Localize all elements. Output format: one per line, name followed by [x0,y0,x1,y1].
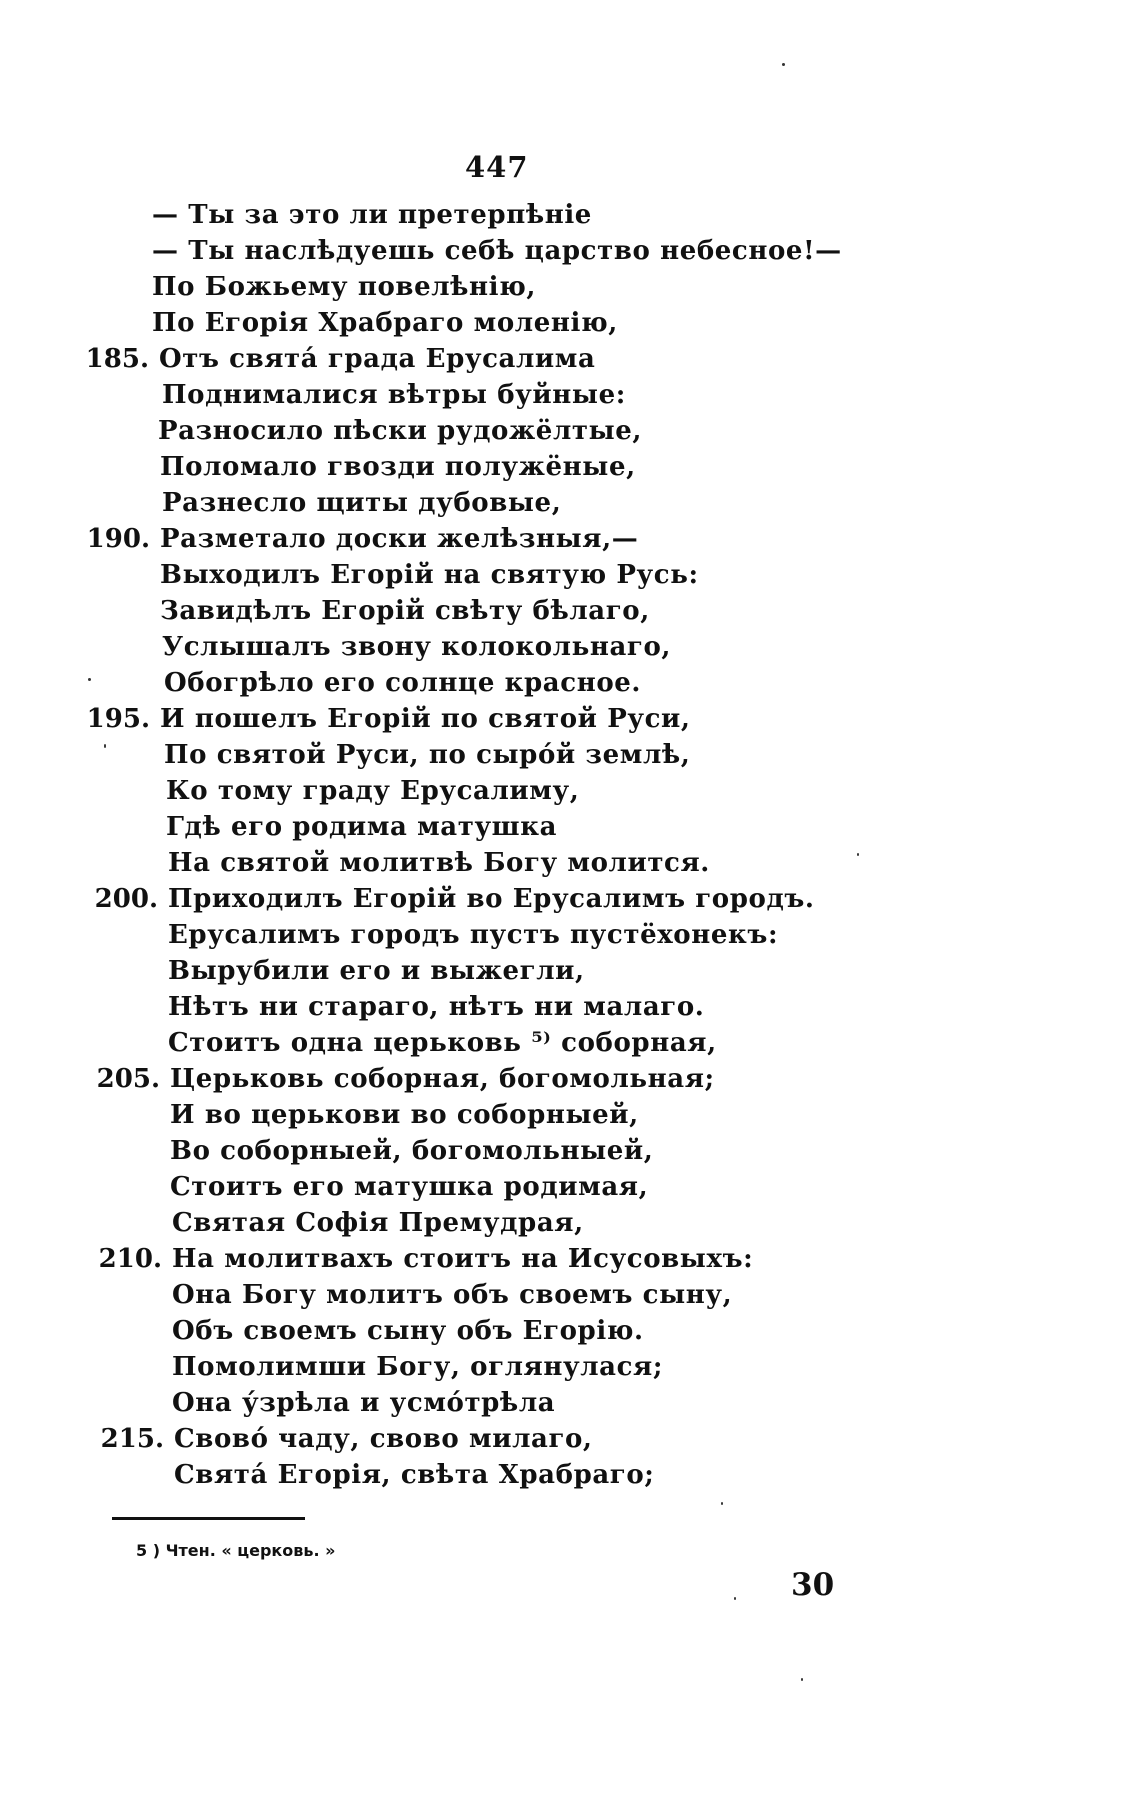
poem-line [0,449,1140,485]
poem-line [0,269,1140,305]
poem-line [0,1457,1140,1493]
line-text: Разносило пѣски рудожёлтые, [158,416,643,446]
poem-line [0,629,1140,665]
line-text: Завидѣлъ Егорій свѣту бѣлаго, [160,596,650,626]
line-text: Гдѣ его родима матушка [166,812,558,842]
line-number: 190. [86,524,150,554]
poem-line [0,341,1140,377]
poem-line [0,197,1140,233]
line-text: Она у́зрѣла и усмо́трѣла [172,1388,556,1418]
line-text: Во соборныей, богомольныей, [170,1136,654,1166]
poem-line [0,305,1140,341]
scan-speck [734,1597,736,1600]
line-text: — Ты наслѣдуешь себѣ царство небесное!— [152,236,842,266]
line-number: 185. [85,344,149,374]
poem-line [0,1097,1140,1133]
poem-line [0,665,1140,701]
line-text: Помолимши Богу, оглянулася; [172,1352,664,1382]
poem-line [0,917,1140,953]
line-text: Приходилъ Егорій во Ерусалимъ городъ. [168,884,815,914]
footnote-divider [112,1517,305,1520]
poem-line [0,845,1140,881]
printer-signature-mark: 30 [791,1567,835,1603]
line-text: Объ своемъ сыну объ Егорію. [172,1316,644,1346]
line-text: Святая Софія Премудрая, [172,1208,584,1238]
poem-line [0,557,1140,593]
line-text: Разметало доски желѣзныя,— [160,524,639,554]
poem-line [0,1277,1140,1313]
scan-speck [721,1502,723,1505]
poem-line [0,881,1140,917]
line-text: И во церькови во соборныей, [170,1100,639,1130]
line-text: Свята́ Егорія, свѣта Храбраго; [174,1460,655,1490]
scan-speck [782,63,785,66]
line-text: Церьковь соборная, богомольная; [170,1064,715,1094]
line-number: 205. [96,1064,160,1094]
poem-line [0,1205,1140,1241]
poem-line [0,1133,1140,1169]
poem-line [0,1385,1140,1421]
poem-line [0,953,1140,989]
line-text: Свово́ чаду, свово милаго, [174,1424,593,1454]
page-number: 447 [465,150,529,184]
poem-line [0,1241,1140,1277]
poem-line [0,521,1140,557]
poem-line [0,809,1140,845]
poem-line [0,413,1140,449]
poem-line [0,233,1140,269]
line-text: Услышалъ звону колокольнаго, [162,632,672,662]
line-text: Поднималися вѣтры буйные: [162,380,626,410]
line-text: И пошелъ Егорій по святой Руси, [160,704,691,734]
poem-body [0,197,1140,1493]
line-number: 195. [86,704,150,734]
scan-speck [88,678,91,681]
poem-line [0,1169,1140,1205]
line-number: 215. [100,1424,164,1454]
line-text: Поломало гвозди полужёные, [160,452,636,482]
poem-line [0,1061,1140,1097]
line-text: Ерусалимъ городъ пустъ пустёхонекъ: [168,920,779,950]
line-number: 210. [98,1244,162,1274]
line-number: 200. [94,884,158,914]
line-text: Стоитъ одна церьковь ⁵⁾ соборная, [168,1028,717,1058]
line-text: Она Богу молитъ объ своемъ сыну, [172,1280,733,1310]
poem-line [0,485,1140,521]
line-text: Ко тому граду Ерусалиму, [166,776,580,806]
line-text: На молитвахъ стоитъ на Исусовыхъ: [172,1244,754,1274]
scan-speck [801,1678,803,1681]
poem-line [0,593,1140,629]
line-text: Нѣтъ ни стараго, нѣтъ ни малаго. [168,992,705,1022]
line-text: По Егорія Храбраго моленію, [152,308,618,338]
poem-line [0,377,1140,413]
line-text: Выходилъ Егорій на святую Русь: [160,560,699,590]
poem-line [0,1025,1140,1061]
poem-line [0,737,1140,773]
poem-line [0,1313,1140,1349]
scan-speck [104,744,106,748]
line-text: Вырубили его и выжегли, [168,956,585,986]
poem-line [0,1349,1140,1385]
line-text: На святой молитвѣ Богу молится. [168,848,710,878]
line-text: — Ты за это ли претерпѣніе [152,200,592,230]
line-text: Отъ свята́ града Ерусалима [159,344,596,374]
line-text: Обогрѣло его солнце красное. [164,668,642,698]
line-text: По Божьему повелѣнію, [152,272,537,302]
line-text: Разнесло щиты дубовые, [162,488,562,518]
footnote: 5 ) Чтен. « церковь. » [136,1541,336,1560]
poem-line [0,701,1140,737]
scan-speck [857,853,859,856]
line-text: По святой Руси, по сыро́й землѣ, [164,740,691,770]
poem-line [0,773,1140,809]
line-text: Стоитъ его матушка родимая, [170,1172,649,1202]
poem-line [0,989,1140,1025]
poem-line [0,1421,1140,1457]
